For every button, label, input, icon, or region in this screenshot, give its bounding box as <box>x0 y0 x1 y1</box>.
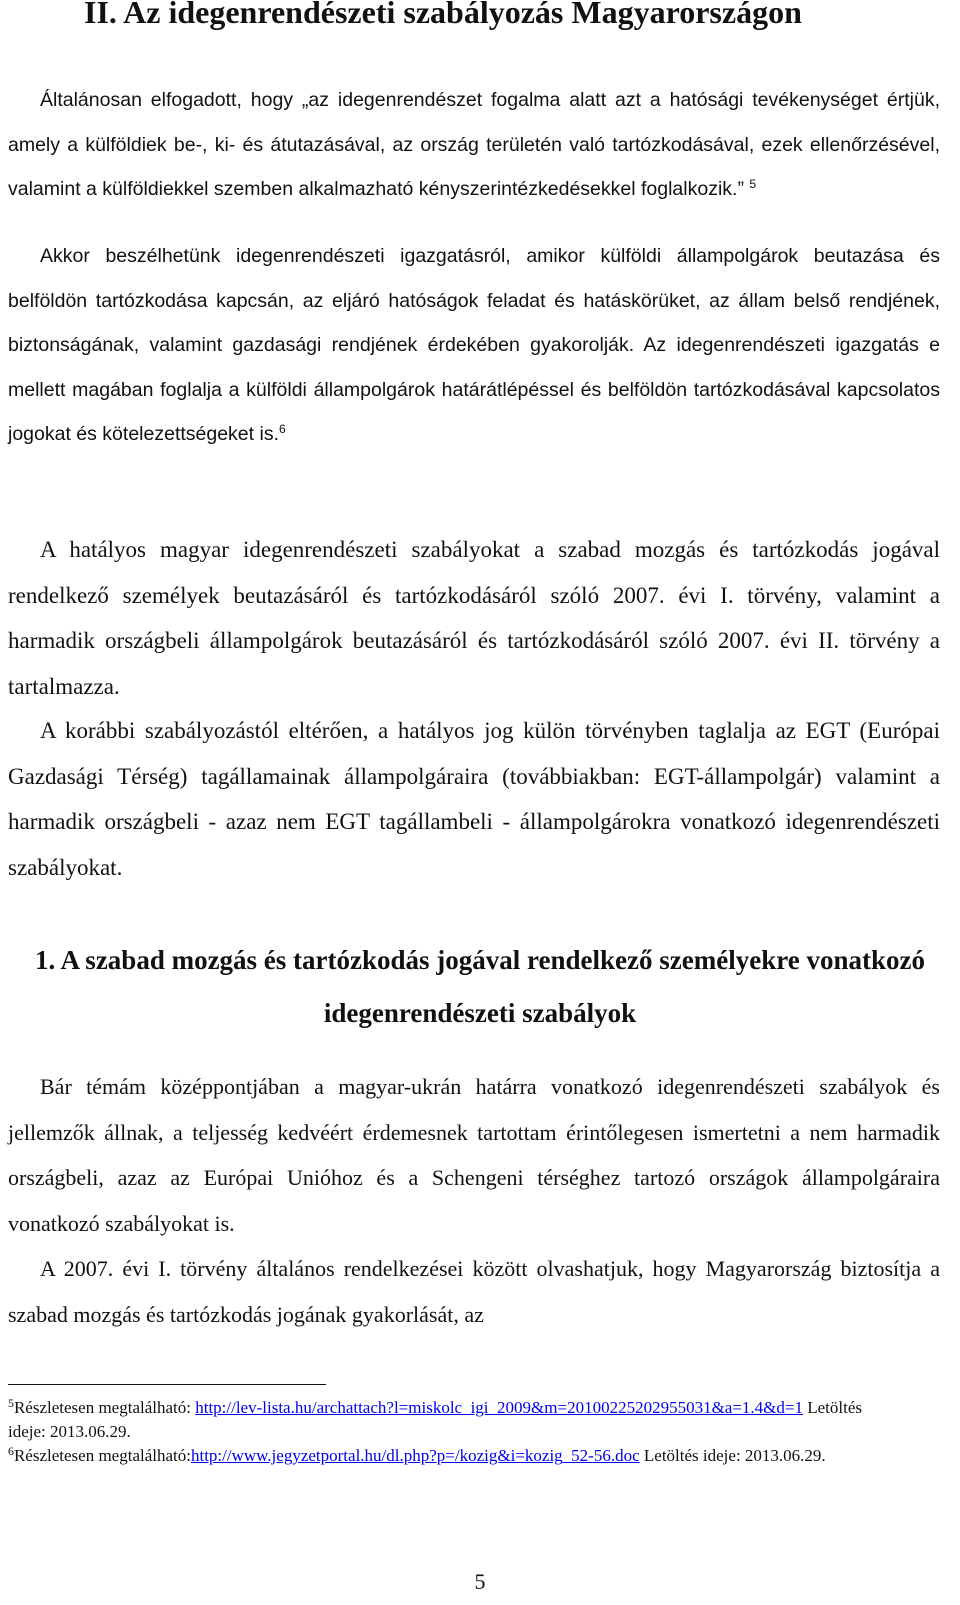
paragraph-eea-rules: A korábbi szabályozástól eltérően, a hatályos jog külön törvényben taglalja az EGT (Európai Gazdasági Térség) tagállamainak állampolgáraira (továbbiakban: EGT-állampolgár) valamint a harmadik országbeli - azaz nem EGT tagállambeli - állampolgárokra vonatkozó idegenrendészeti szabályokat. <box>8 718 940 880</box>
page-number: 5 <box>474 1569 486 1594</box>
paragraph-definition <box>8 78 940 212</box>
paragraph-topic: Bár témám középpontjában a magyar-ukrán határra vonatkozó idegenrendészeti szabályok és jellemzők állnak, a teljesség kedvéért érdemesnek tartottam érintőlegesen ismertetni a nem harmadik országbeli, azaz az Európai Unióhoz és a Schengeni térséghez tartozó országok állampolgáraira vonatkozó szabályokat is. <box>8 1074 940 1236</box>
footnote-number: 6 <box>8 1444 14 1459</box>
footnote-link[interactable]: http://www.jegyzetportal.hu/dl.php?p=/kozig&i=kozig_52-56.doc <box>190 1446 640 1465</box>
section-heading-text: A szabad mozgás és tartózkodás jogával rendelkező személyekre vonatkozó idegenrendészeti szabályok <box>60 945 925 1028</box>
footnote-link[interactable]: http://lev-lista.hu/archattach?l=miskolc_igi_2009&m=20100225202955031&a=1.4&d=1 <box>195 1398 803 1417</box>
footnotes <box>8 1396 900 1468</box>
footnote-suffix: Letöltés ideje: 2013.06.29. <box>639 1446 826 1465</box>
page-title: II. Az idegenrendészeti szabályozás Magyarországon <box>84 0 802 30</box>
footnote-prefix: Részletesen megtalálható: <box>13 1446 191 1465</box>
paragraph-current-law: A hatályos magyar idegenrendészeti szabályokat a szabad mozgás és tartózkodás jogával rendelkező személyek beutazásáról és tartózkodásáról szóló 2007. évi I. törvény, valamint a harmadik országbeli állampolgárok beutazásáról és tartózkodásáról szóló 2007. évi II. törvény a tartalmazza. <box>8 537 940 699</box>
section-number: 1. <box>35 945 56 975</box>
section-heading <box>30 934 930 1040</box>
paragraph-text: Általánosan elfogadott, hogy „az idegenrendészet fogalma alatt azt a hatósági tevékenységet értjük, amely a külföldiek be-, ki- és átutazásával, az ország területén való tartózkodásával, ezek ellenőrzésével, valamint a külföldiekkel szemben alkalmazható kényszerintézkedésekkel foglalkozik.” <box>8 89 940 200</box>
paragraph-administration <box>8 234 940 457</box>
paragraph-text: Akkor beszélhetünk idegenrendészeti igazgatásról, amikor külföldi állampolgárok beutazása és belföldön tartózkodása kapcsán, az eljáró hatóságok feladat és hatáskörüket, az állam belső rendjének, biztonságának, valamint gazdasági rendjének érdekében gyakorolják. Az idegenrendészeti igazgatás e mellett magában foglalja a külföldi állampolgárok határátlépéssel és belföldön tartózkodásával kapcsolatos jogokat és kötelezettségeket is. <box>8 245 940 445</box>
footnote-ref-5[interactable]: 5 <box>749 177 757 192</box>
footnote-prefix: Részletesen megtalálható: <box>13 1398 196 1417</box>
footnote-number: 5 <box>8 1396 14 1411</box>
paragraph-general-provisions: A 2007. évi I. törvény általános rendelkezései között olvashatjuk, hogy Magyarország biztosítja a szabad mozgás és tartózkodás jogának gyakorlását, az <box>8 1256 940 1327</box>
footnote-ref-6[interactable]: 6 <box>279 422 286 437</box>
footnote-separator <box>8 1384 326 1385</box>
footnote-suffix: Letöltés ideje: 2013.06.29. <box>8 1398 863 1441</box>
footnote-5 <box>8 1396 900 1444</box>
footnote-6 <box>8 1444 900 1468</box>
